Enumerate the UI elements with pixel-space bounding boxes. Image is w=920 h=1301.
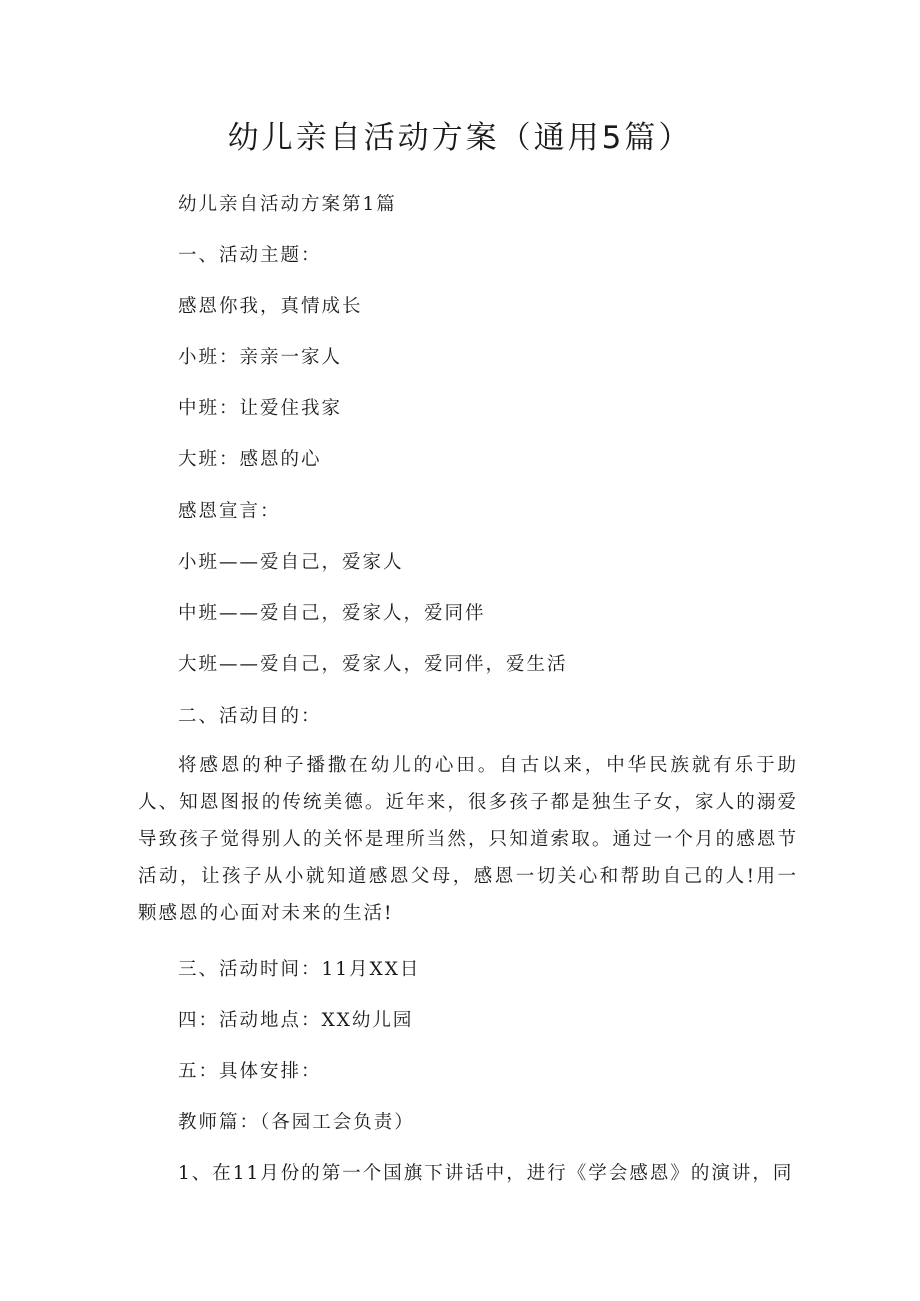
teacher-section: 教师篇：（各园工会负责）: [178, 1112, 415, 1133]
section-heading: 幼儿亲自活动方案第1篇: [178, 194, 397, 215]
small-class-theme: 小班：亲亲一家人: [178, 347, 343, 368]
activity-time: 三、活动时间：11月XX日: [178, 959, 421, 980]
theme-text: 感恩你我，真情成长: [178, 296, 363, 317]
declaration-small: 小班——爱自己，爱家人: [178, 552, 404, 573]
declaration-middle: 中班——爱自己，爱家人，爱同伴: [178, 603, 486, 624]
purpose-heading: 二、活动目的：: [178, 706, 322, 727]
activity-location: 四：活动地点：XX幼儿园: [178, 1010, 414, 1031]
item-1: 1、在11月份的第一个国旗下讲话中，进行《学会感恩》的演讲，同: [178, 1163, 794, 1184]
theme-heading: 一、活动主题：: [178, 245, 322, 266]
document-title: 幼儿亲自活动方案（通用5篇）: [227, 120, 693, 156]
middle-class-theme: 中班：让爱住我家: [178, 398, 343, 419]
purpose-paragraph: 将感恩的种子播撒在幼儿的心田。自古以来，中华民族就有乐于助人、知恩图报的传统美德。近年来，很多孩子都是独生子女，家人的溺爱导致孩子觉得别人的关怀是理所当然，只知道索取。通过一个月的感恩节活动，让孩子从小就知道感恩父母，感恩一切关心和帮助自己的人!用一颗感恩的心面对未来的生活!: [138, 755, 798, 924]
declaration-big: 大班——爱自己，爱家人，爱同伴，爱生活: [178, 654, 568, 675]
declaration-heading: 感恩宣言：: [178, 501, 281, 522]
big-class-theme: 大班：感恩的心: [178, 449, 322, 470]
arrangement-heading: 五：具体安排：: [178, 1061, 322, 1082]
